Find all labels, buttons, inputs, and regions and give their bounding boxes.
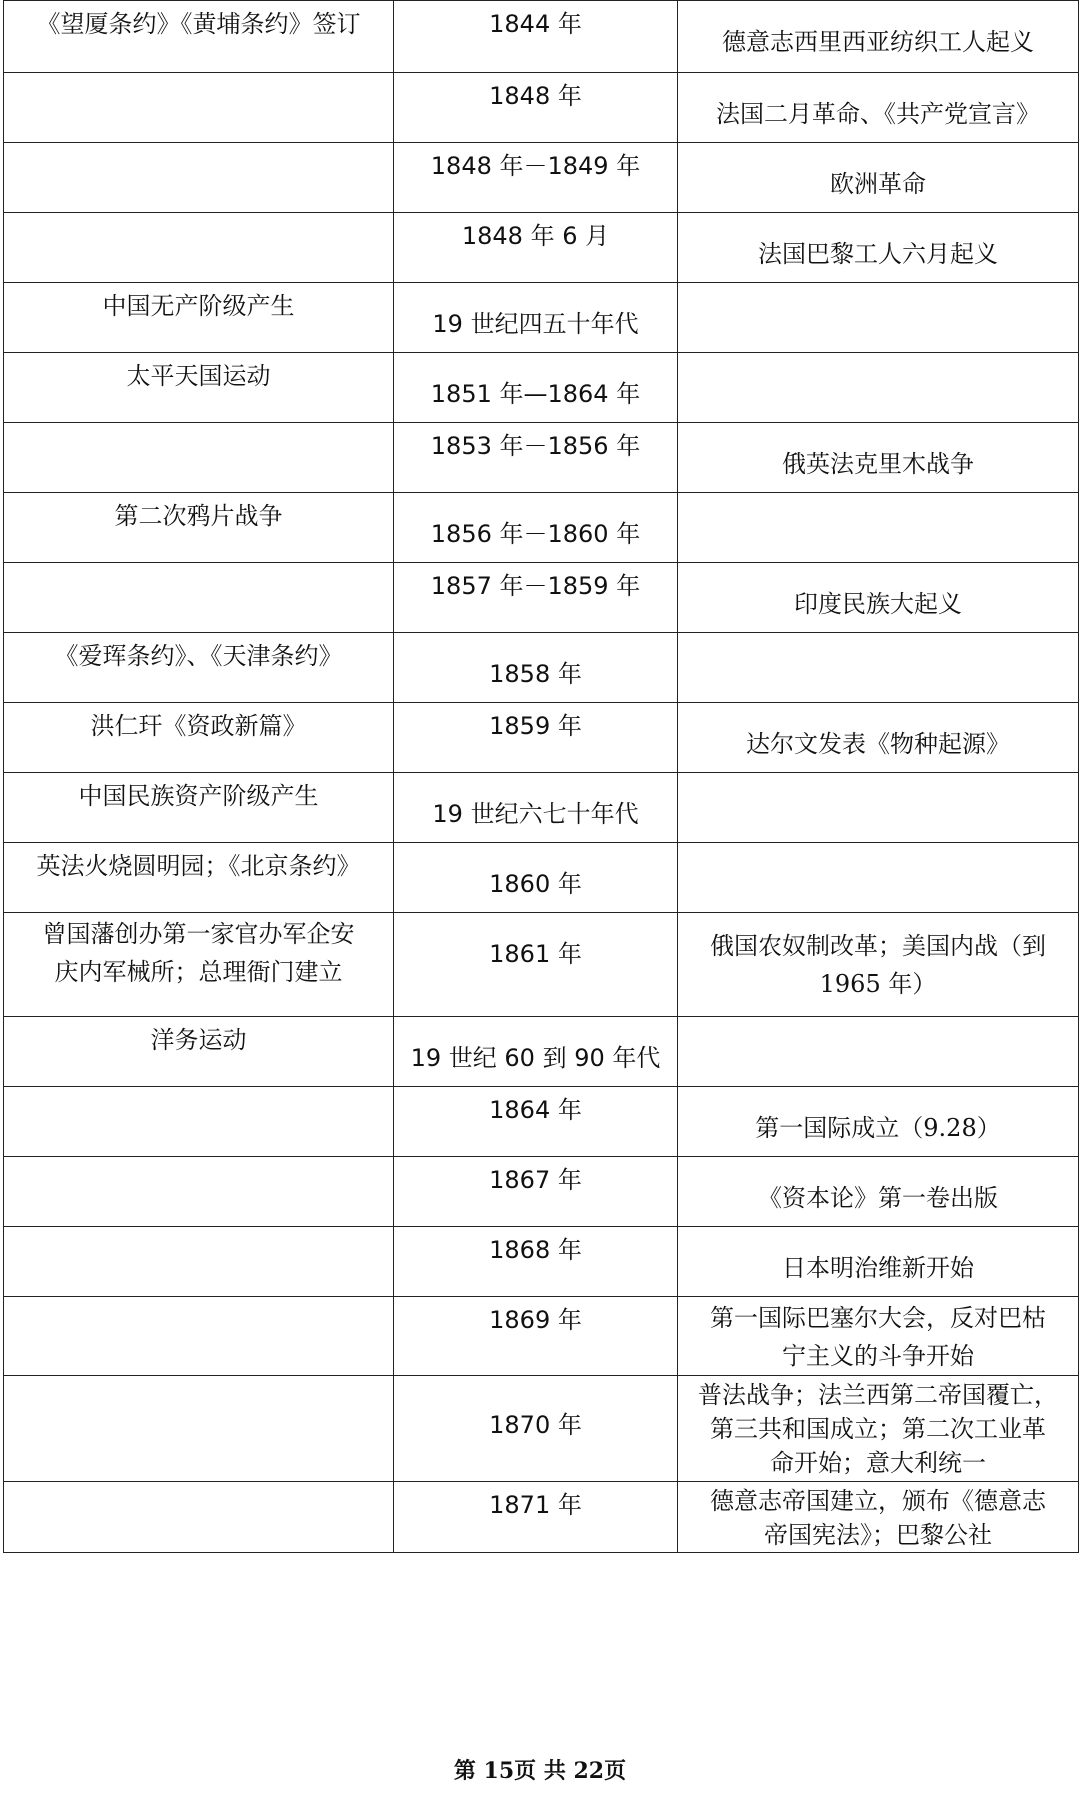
year-cell (394, 1087, 678, 1157)
china-event-cell (4, 1, 394, 73)
year-cell (394, 1376, 678, 1482)
world-event-cell (678, 283, 1079, 353)
year-cell (394, 1482, 678, 1553)
china-event-text (4, 143, 393, 147)
world-event-cell (678, 353, 1079, 423)
world-event-text: 俄英法克里木战争 (782, 450, 974, 478)
china-event-text (4, 1087, 393, 1091)
world-event-cell (678, 73, 1079, 143)
table-row (4, 1482, 1079, 1553)
china-event-cell (4, 213, 394, 283)
world-event-cell (678, 1376, 1079, 1482)
china-event-cell (4, 493, 394, 563)
world-event-text (678, 1017, 1078, 1039)
world-event-text (678, 493, 1078, 515)
china-event-cell (4, 1017, 394, 1087)
china-event-text (4, 423, 393, 427)
year-cell (394, 633, 678, 703)
year-text: 1859 年 (489, 712, 582, 740)
china-event-text: 洪仁玕《资政新篇》 (90, 712, 307, 740)
table-row (4, 1297, 1079, 1376)
year-text: 1867 年 (489, 1166, 582, 1194)
year-text: 1844 年 (489, 10, 582, 38)
table-row (4, 843, 1079, 913)
year-text: 1869 年 (489, 1306, 582, 1334)
china-event-cell (4, 1376, 394, 1482)
world-event-cell (678, 1, 1079, 73)
world-event-text: 日本明治维新开始 (782, 1254, 974, 1282)
world-event-cell (678, 493, 1079, 563)
year-cell (394, 1227, 678, 1297)
china-event-text: 太平天国运动 (126, 362, 271, 390)
china-event-cell (4, 1227, 394, 1297)
world-event-cell (678, 1157, 1079, 1227)
china-event-text (4, 213, 393, 217)
year-text: 1848 年 (489, 82, 582, 110)
china-event-cell (4, 73, 394, 143)
china-event-text (4, 1482, 393, 1486)
world-event-text: 德意志帝国建立，颁布《德意志 帝国宪法》；巴黎公社 (710, 1487, 1046, 1549)
year-text: 1870 年 (489, 1411, 582, 1439)
china-event-text: 英法火烧圆明园；《北京条约》 (36, 852, 361, 880)
china-event-text (4, 1297, 393, 1301)
china-event-cell (4, 1087, 394, 1157)
world-event-text: 第一国际巴塞尔大会，反对巴枯 宁主义的斗争开始 (710, 1304, 1046, 1370)
world-event-text: 《资本论》第一卷出版 (758, 1184, 998, 1212)
world-event-cell (678, 1482, 1079, 1553)
timeline-table-container (3, 0, 1078, 1553)
year-text: 1871 年 (489, 1491, 582, 1519)
year-text: 1848 年 6 月 (461, 222, 610, 250)
china-event-cell (4, 563, 394, 633)
china-event-cell (4, 773, 394, 843)
china-event-cell (4, 703, 394, 773)
world-event-cell (678, 1017, 1079, 1087)
table-row (4, 283, 1079, 353)
year-text: 1860 年 (489, 870, 582, 898)
table-row (4, 633, 1079, 703)
table-row (4, 213, 1079, 283)
china-event-cell (4, 633, 394, 703)
year-text: 1868 年 (489, 1236, 582, 1264)
year-text: 1848 年－1849 年 (430, 152, 641, 180)
china-event-text (4, 1227, 393, 1231)
china-event-cell (4, 1297, 394, 1376)
page-number-footer: 第 15页 共 22页 (453, 1758, 627, 1784)
year-cell (394, 213, 678, 283)
china-event-text: 第二次鸦片战争 (114, 502, 283, 530)
table-row (4, 423, 1079, 493)
year-cell (394, 773, 678, 843)
year-cell (394, 423, 678, 493)
world-event-cell (678, 1087, 1079, 1157)
world-event-cell (678, 843, 1079, 913)
china-event-text: 中国无产阶级产生 (102, 292, 295, 320)
year-cell (394, 913, 678, 1017)
year-text: 19 世纪 60 到 90 年代 (410, 1044, 661, 1072)
china-event-text (4, 1376, 393, 1380)
year-cell (394, 563, 678, 633)
year-text: 1861 年 (489, 940, 582, 968)
table-row (4, 73, 1079, 143)
year-cell (394, 73, 678, 143)
timeline-table (3, 0, 1079, 1553)
year-cell (394, 1017, 678, 1087)
world-event-cell (678, 633, 1079, 703)
year-cell (394, 283, 678, 353)
year-cell (394, 493, 678, 563)
world-event-text: 法国二月革命、《共产党宣言》 (716, 100, 1040, 128)
china-event-text: 《爱珲条约》、《天津条约》 (54, 642, 343, 670)
china-event-cell (4, 913, 394, 1017)
year-cell (394, 353, 678, 423)
world-event-text (678, 353, 1078, 375)
world-event-cell (678, 1227, 1079, 1297)
world-event-text: 俄国农奴制改革；美国内战（到 1965 年） (710, 932, 1046, 998)
year-cell (394, 1157, 678, 1227)
china-event-cell (4, 283, 394, 353)
year-text: 1858 年 (489, 660, 582, 688)
table-row (4, 703, 1079, 773)
china-event-cell (4, 353, 394, 423)
world-event-text: 德意志西里西亚纺织工人起义 (722, 28, 1034, 56)
year-cell (394, 1297, 678, 1376)
table-row (4, 1087, 1079, 1157)
china-event-text (4, 73, 393, 77)
world-event-cell (678, 213, 1079, 283)
year-text: 19 世纪六七十年代 (432, 800, 639, 828)
world-event-cell (678, 423, 1079, 493)
world-event-text: 法国巴黎工人六月起义 (758, 240, 998, 268)
table-row (4, 913, 1079, 1017)
world-event-text: 印度民族大起义 (794, 590, 962, 618)
table-row (4, 143, 1079, 213)
table-row (4, 1157, 1079, 1227)
world-event-cell (678, 143, 1079, 213)
china-event-text: 《望厦条约》《黄埔条约》签订 (36, 10, 361, 38)
table-row (4, 353, 1079, 423)
china-event-text: 洋务运动 (150, 1026, 247, 1054)
world-event-cell (678, 1297, 1079, 1376)
world-event-text: 第一国际成立（9.28） (755, 1114, 1001, 1142)
table-row (4, 1, 1079, 73)
world-event-text: 欧洲革命 (830, 170, 926, 198)
world-event-text (678, 773, 1078, 795)
year-text: 1851 年—1864 年 (430, 380, 641, 408)
world-event-text: 达尔文发表《物种起源》 (746, 730, 1010, 758)
china-event-cell (4, 143, 394, 213)
world-event-text (678, 633, 1078, 655)
year-cell (394, 143, 678, 213)
table-row (4, 1017, 1079, 1087)
table-row (4, 773, 1079, 843)
world-event-text (678, 283, 1078, 305)
table-row (4, 493, 1079, 563)
world-event-cell (678, 913, 1079, 1017)
china-event-cell (4, 843, 394, 913)
year-text: 1853 年－1856 年 (430, 432, 641, 460)
china-event-text: 曾国藩创办第一家官办军企安 庆内军械所；总理衙门建立 (42, 920, 355, 986)
year-cell (394, 1, 678, 73)
china-event-text (4, 1157, 393, 1161)
year-text: 19 世纪四五十年代 (432, 310, 639, 338)
year-text: 1856 年－1860 年 (430, 520, 641, 548)
year-cell (394, 703, 678, 773)
china-event-cell (4, 1482, 394, 1553)
world-event-text (678, 843, 1078, 865)
table-row (4, 1376, 1079, 1482)
world-event-cell (678, 703, 1079, 773)
table-row (4, 1227, 1079, 1297)
china-event-text (4, 563, 393, 567)
china-event-cell (4, 423, 394, 493)
world-event-cell (678, 773, 1079, 843)
china-event-text: 中国民族资产阶级产生 (78, 782, 319, 810)
table-row (4, 563, 1079, 633)
year-text: 1864 年 (489, 1096, 582, 1124)
world-event-text: 普法战争；法兰西第二帝国覆亡， 第三共和国成立；第二次工业革 命开始；意大利统一 (698, 1381, 1058, 1477)
china-event-cell (4, 1157, 394, 1227)
world-event-cell (678, 563, 1079, 633)
year-text: 1857 年－1859 年 (430, 572, 641, 600)
year-cell (394, 843, 678, 913)
